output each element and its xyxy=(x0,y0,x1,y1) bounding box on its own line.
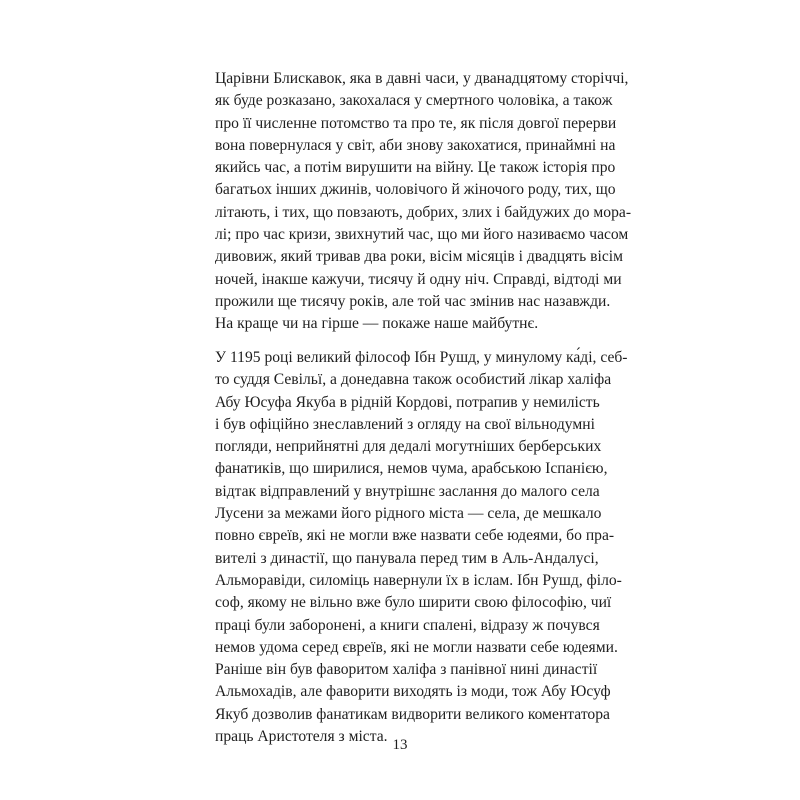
text-line: літають, і тих, що повзають, добрих, злих і байдужих до мора- xyxy=(215,203,632,221)
text-line: Якуб дозволив фанатикам видворити великого коментатора xyxy=(215,705,610,723)
text-line: У 1195 році великий філософ Ібн Рушд, у минулому ка́ді, себ- xyxy=(215,349,628,366)
paragraph-1 xyxy=(215,68,632,336)
page-number: 13 xyxy=(392,737,408,753)
text-line: праць Аристотеля з міста. xyxy=(215,728,388,746)
text-line: багатьох інших джинів, чоловічого й жіночого роду, тих, що xyxy=(215,181,616,199)
text-line: Абу Юсуфа Якуба в рідній Кордові, потрапив у немилість xyxy=(215,393,600,411)
text-line: якийсь час, а потім вирушити на війну. Це також історія про xyxy=(215,159,616,177)
text-line: прожили ще тисячу років, але той час змінив нас назавжди. xyxy=(215,292,611,310)
text-line: дивовиж, який тривав два роки, вісім місяців і двадцять вісім xyxy=(215,248,623,266)
text-line: Альморавіди, силоміць навернули їх в іслам. Ібн Рушд, філо- xyxy=(215,571,622,589)
text-line: лі; про час кризи, звихнутий час, що ми його називаємо часом xyxy=(215,226,629,244)
text-line: вона повернулася у світ, аби знову закохатися, принаймні на xyxy=(215,136,616,154)
text-line: про її численне потомство та про те, як після довгої перерви xyxy=(215,114,617,132)
text-line: повно євреїв, які не могли вже назвати себе юдеями, бо пра- xyxy=(215,527,615,545)
text-line: На краще чи на гірше — покаже наше майбутнє. xyxy=(215,315,539,333)
text-line: фанатиків, що ширилися, немов чума, арабською Іспанією, xyxy=(215,460,608,478)
text-line: соф, якому не вільно вже було ширити свою філософію, чиї xyxy=(215,594,612,612)
text-line: і був офіційно знеславлений з огляду на свої вільнодумні xyxy=(215,415,595,433)
text-line: ночей, інакше кажучи, тисячу й одну ніч. Справді, відтоді ми xyxy=(215,270,622,288)
text-line: праці були заборонені, а книги спалені, відразу ж почувся xyxy=(215,616,600,634)
text-line: Раніше він був фаворитом халіфа з панівної нині династії xyxy=(215,661,598,679)
text-line: вителі з династії, що панувала перед тим в Аль-Андалусі, xyxy=(215,549,599,567)
text-line: то суддя Севільї, а донедавна також особистий лікар халіфа xyxy=(215,371,612,389)
text-line: Альмохадів, але фаворити виходять із моди, тож Абу Юсуф xyxy=(215,683,611,701)
paragraph-2 xyxy=(215,347,628,748)
text-line: як буде розказано, закохалася у смертного чоловіка, а також xyxy=(215,92,613,110)
text-line: відтак відправлений у внутрішнє заслання до малого села xyxy=(215,482,600,500)
text-line: Царівни Блискавок, яка в давні часи, у дванадцятому сторіччі, xyxy=(215,70,629,87)
text-line: немов удома серед євреїв, які не могли назвати себе юдеями. xyxy=(215,638,618,656)
text-line: Лусени за межами його рідного міста — села, де мешкало xyxy=(215,505,602,523)
text-line: погляди, неприйнятні для дедалі могутніших берберських xyxy=(215,438,602,456)
